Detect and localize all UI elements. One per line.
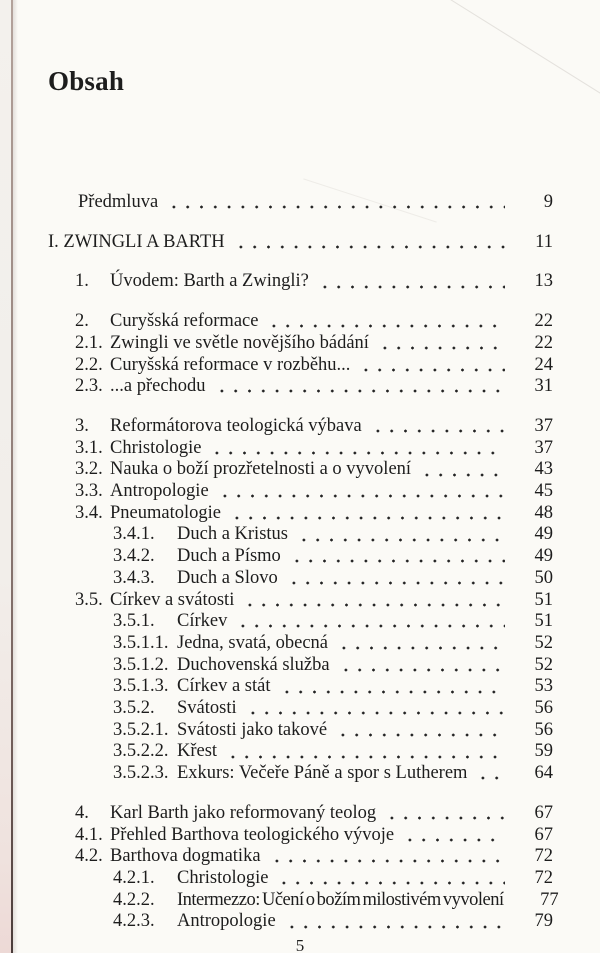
toc-entry-label: Curyšská reformace v rozběhu...: [110, 354, 351, 375]
toc-entry: [48, 503, 553, 525]
toc-entry-label: Intermezzo: Učení o božím milostivém vyvolení: [177, 889, 504, 910]
toc-entry-number: 3.: [75, 415, 89, 436]
dot-leader: [334, 720, 505, 742]
toc-entry-number: 3.4.2.: [113, 546, 155, 567]
toc-entry-page: 72: [534, 867, 553, 888]
toc-entry-number: 2.2.: [75, 354, 103, 375]
toc-entry: [48, 459, 553, 481]
toc-entry-number: 3.5.: [75, 589, 103, 610]
table-of-contents: [48, 192, 559, 933]
toc-entry-label: Křest: [177, 741, 218, 762]
toc-entry-number: 4.1.: [75, 824, 103, 845]
toc-entry: [48, 416, 553, 438]
toc-entry-label: ...a přechodu: [110, 376, 206, 397]
dot-leader: [369, 416, 505, 438]
toc-entry-number: 3.4.: [75, 502, 103, 523]
toc-entry-label: Jedna, svatá, obecná: [177, 632, 329, 653]
toc-entry-number: 3.3.: [75, 481, 103, 502]
toc-entry-number: 3.5.1.: [113, 611, 155, 632]
dot-leader: [288, 546, 505, 568]
toc-entry-label: Pneumatologie: [110, 502, 221, 523]
dot-leader: [213, 376, 505, 398]
toc-entry-label: Nauka o boží prozřetelnosti a o vyvolení: [110, 459, 412, 480]
toc-entry-label: Církev a svátosti: [110, 589, 235, 610]
toc-entry: [48, 232, 553, 254]
toc-entry: [48, 438, 553, 460]
toc-entry-page: 56: [534, 719, 553, 740]
toc-entry: [48, 546, 553, 568]
toc-entry-number: 3.5.2.1.: [113, 719, 169, 740]
toc-entry: [48, 698, 553, 720]
toc-entry-label: Svátosti jako takové: [177, 719, 328, 740]
toc-entry-label: I. ZWINGLI A BARTH: [48, 231, 225, 252]
toc-entry-number: 3.4.1.: [113, 524, 155, 545]
dot-leader: [216, 481, 505, 503]
dot-leader: [316, 271, 505, 293]
toc-entry-label: Curyšská reformace: [110, 311, 259, 332]
toc-entry: [48, 889, 559, 912]
dot-leader: [383, 803, 505, 825]
dot-leader: [208, 438, 505, 460]
toc-entry-label: Církev: [177, 611, 228, 632]
toc-entry: [48, 911, 553, 933]
toc-entry-page: 43: [534, 459, 553, 480]
toc-entry-page: 49: [534, 524, 553, 545]
toc-entry-page: 52: [534, 632, 553, 653]
toc-entry-page: 37: [534, 437, 553, 458]
toc-entry-number: 4.: [75, 802, 89, 823]
toc-entry: [48, 271, 553, 293]
toc-entry-page: 56: [534, 698, 553, 719]
toc-entry-page: 24: [534, 354, 553, 375]
toc-entry-number: 2.1.: [75, 332, 103, 353]
toc-entry-page: 49: [534, 546, 553, 567]
dot-leader: [275, 868, 505, 890]
toc-entry-page: 67: [534, 824, 553, 845]
toc-entry: [48, 655, 553, 677]
toc-entry-number: 4.2.2.: [113, 889, 155, 910]
toc-entry-number: 3.5.2.: [113, 698, 155, 719]
page-title: Obsah: [48, 66, 125, 96]
dot-leader: [357, 355, 505, 377]
toc-entry: [48, 524, 553, 546]
toc-entry-page: 51: [534, 589, 553, 610]
toc-entry-page: 11: [535, 231, 553, 252]
toc-entry: [48, 763, 553, 785]
toc-entry: [48, 633, 553, 655]
toc-entry-number: 4.2.: [75, 846, 103, 867]
toc-entry-number: 3.1.: [75, 437, 103, 458]
dot-leader: [234, 611, 505, 633]
toc-entry: [48, 846, 553, 868]
toc-entry-label: Christologie: [177, 867, 269, 888]
dot-leader: [335, 633, 505, 655]
toc-entry-number: 3.5.2.2.: [113, 741, 169, 762]
toc-entry-label: Duch a Slovo: [177, 567, 278, 588]
dot-leader: [165, 192, 505, 214]
toc-entry-label: Přehled Barthova teologického vývoje: [110, 824, 395, 845]
toc-entry-page: 9: [543, 192, 553, 212]
dot-leader: [278, 676, 505, 698]
dot-leader: [474, 763, 505, 785]
toc-entry: [48, 611, 553, 633]
toc-entry-page: 37: [534, 415, 553, 436]
toc-entry-label: Úvodem: Barth a Zwingli?: [110, 271, 309, 292]
toc-entry-label: Christologie: [110, 437, 202, 458]
dot-leader: [228, 503, 505, 525]
toc-entry-page: 31: [534, 376, 553, 397]
toc-entry-label: Předmluva: [78, 192, 159, 212]
toc-entry-page: 48: [534, 502, 553, 523]
toc-entry-page: 77: [540, 889, 559, 910]
toc-entry-label: Svátosti: [177, 698, 237, 719]
toc-entry-number: 1.: [75, 271, 89, 292]
toc-entry: [48, 741, 553, 763]
page-number-folio: 5: [295, 936, 305, 953]
toc-entry-label: Duch a Kristus: [177, 524, 288, 545]
dot-leader: [224, 741, 505, 763]
dot-leader: [265, 311, 505, 333]
toc-entry-label: Církev a stát: [177, 676, 271, 697]
toc-entry-label: Exkurs: Večeře Páně a spor s Lutherem: [177, 763, 468, 784]
toc-entry-number: 3.4.3.: [113, 567, 155, 588]
toc-entry-page: 72: [534, 846, 553, 867]
toc-entry-label: Duch a Písmo: [177, 546, 281, 567]
toc-entry-label: Antropologie: [110, 481, 209, 502]
toc-entry-number: 3.5.1.2.: [113, 654, 169, 675]
toc-entry-label: Duchovenská služba: [177, 654, 330, 675]
dot-leader: [232, 232, 505, 254]
dot-leader: [376, 333, 505, 355]
dot-leader: [295, 524, 505, 546]
toc-entry-page: 51: [534, 611, 553, 632]
toc-entry: [48, 803, 553, 825]
toc-entry-page: 59: [534, 741, 553, 762]
toc-entry-number: 4.2.1.: [113, 867, 155, 888]
toc-entry-page: 50: [534, 567, 553, 588]
toc-entry: [48, 825, 553, 847]
toc-entry: [48, 676, 553, 698]
dot-leader: [283, 911, 505, 933]
toc-entry: [48, 376, 553, 398]
toc-entry: [48, 720, 553, 742]
toc-entry: [48, 568, 553, 590]
toc-entry: [48, 192, 553, 214]
toc-entry-number: 3.2.: [75, 459, 103, 480]
dot-leader: [244, 698, 505, 720]
toc-entry-number: 3.5.2.3.: [113, 763, 169, 784]
toc-entry-label: Antropologie: [177, 911, 276, 932]
toc-entry-page: 22: [534, 311, 553, 332]
toc-entry-number: 2.: [75, 311, 89, 332]
toc-entry: [48, 868, 553, 890]
toc-entry-number: 3.5.1.1.: [113, 632, 169, 653]
toc-entry: [48, 590, 553, 612]
dot-leader: [418, 459, 505, 481]
toc-entry-page: 45: [534, 481, 553, 502]
toc-entry: [48, 311, 553, 333]
toc-entry-label: Karl Barth jako reformovaný teolog: [110, 802, 377, 823]
toc-entry-label: Zwingli ve světle novějšího bádání: [110, 332, 369, 353]
toc-entry: [48, 481, 553, 503]
toc-entry-number: 4.2.3.: [113, 911, 155, 932]
toc-entry-page: 13: [534, 271, 553, 292]
dot-leader: [337, 655, 505, 677]
toc-entry-label: Barthova dogmatika: [110, 846, 261, 867]
toc-entry-page: 52: [534, 654, 553, 675]
toc-entry-number: 3.5.1.3.: [113, 676, 169, 697]
toc-entry-page: 53: [534, 676, 553, 697]
toc-entry-label: Reformátorova teologická výbava: [110, 415, 362, 436]
dot-leader: [241, 590, 505, 612]
toc-entry-page: 79: [534, 911, 553, 932]
toc-entry: [48, 333, 553, 355]
dot-leader: [268, 846, 505, 868]
toc-entry-number: 2.3.: [75, 376, 103, 397]
dot-leader: [401, 825, 505, 847]
toc-entry-page: 67: [534, 802, 553, 823]
toc-entry-page: 64: [534, 763, 553, 784]
dot-leader: [285, 568, 505, 590]
toc-entry: [48, 355, 553, 377]
toc-entry-page: 22: [534, 332, 553, 353]
